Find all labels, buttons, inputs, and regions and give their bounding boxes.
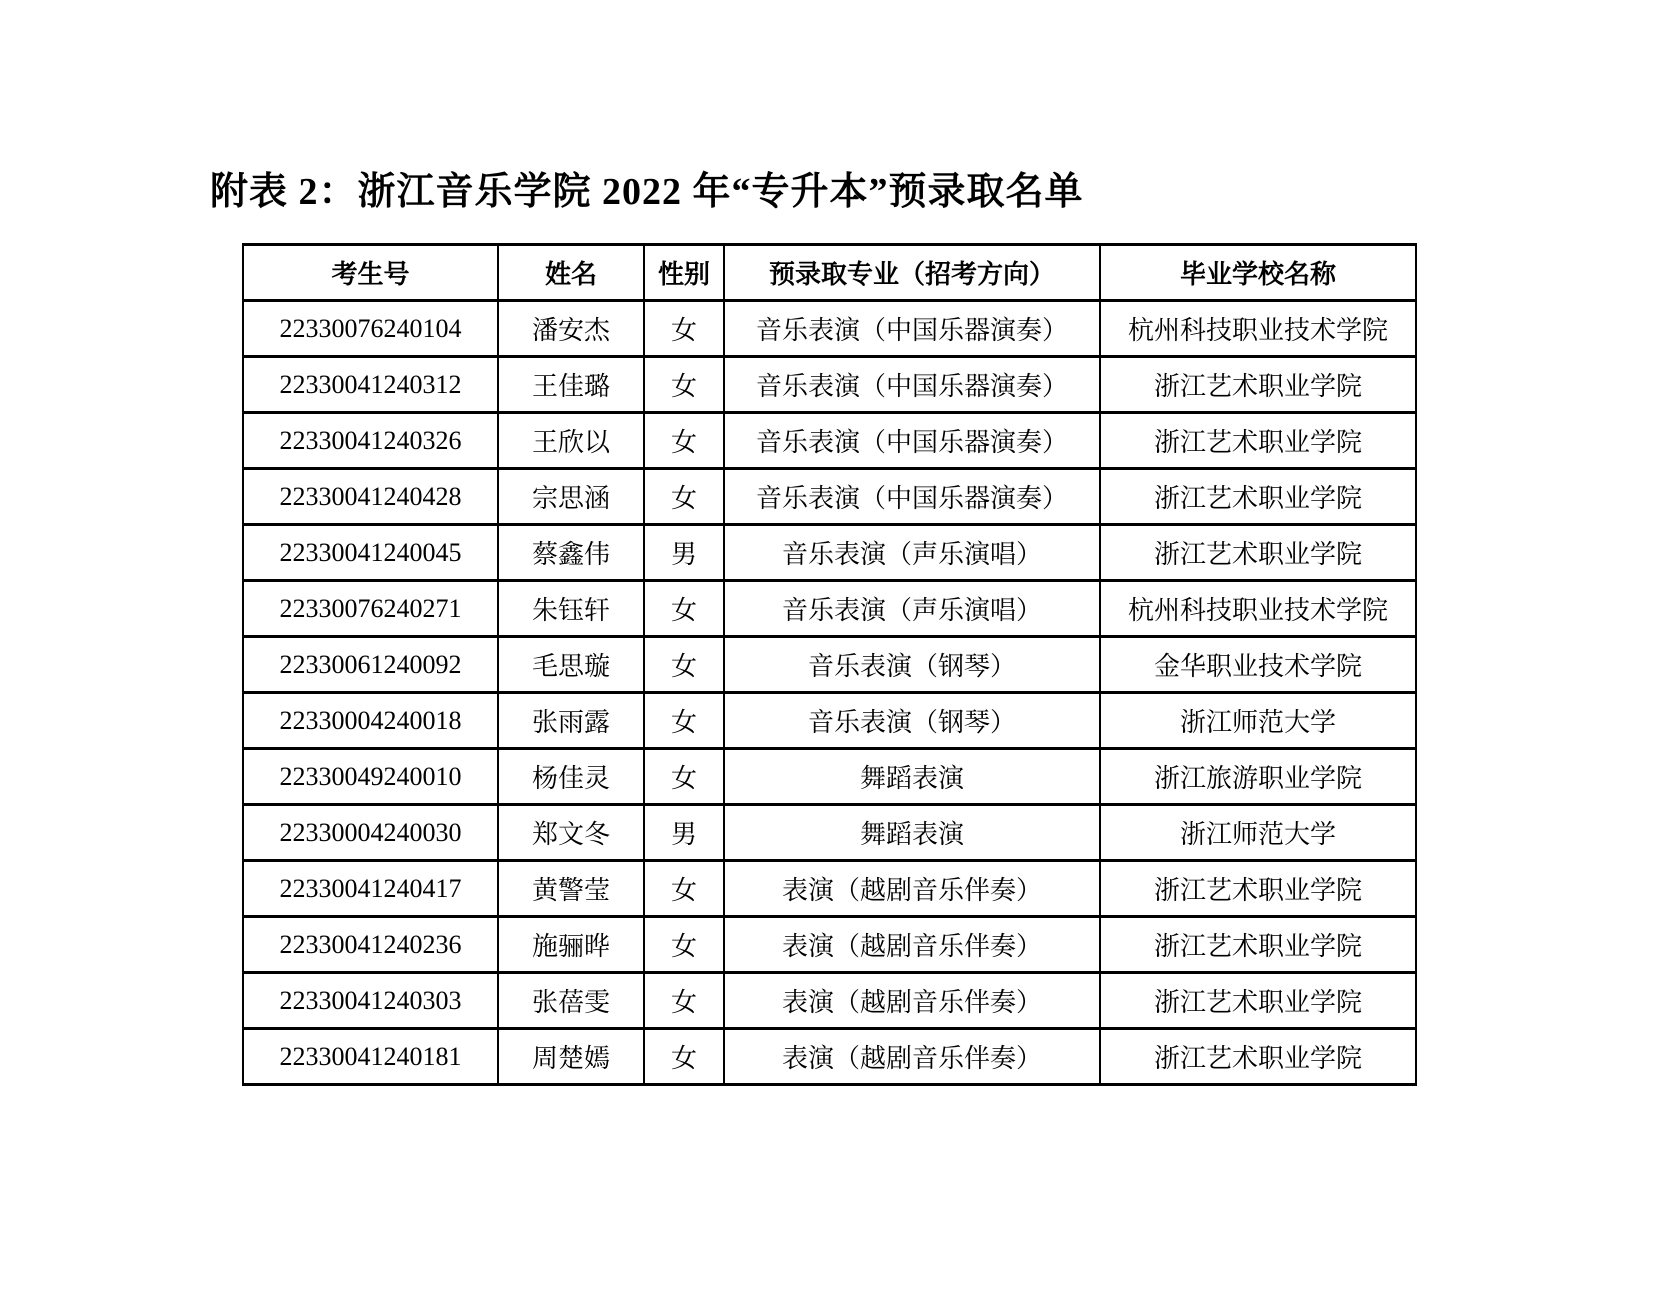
table-row <box>243 693 1416 749</box>
table-cell: 郑文冬 <box>498 805 644 861</box>
table-cell: 浙江师范大学 <box>1100 805 1416 861</box>
table-cell: 表演（越剧音乐伴奏） <box>724 1029 1100 1085</box>
table-cell: 蔡鑫伟 <box>498 525 644 581</box>
table-cell: 女 <box>644 301 724 357</box>
table-cell: 女 <box>644 917 724 973</box>
table-cell: 王欣以 <box>498 413 644 469</box>
table-cell: 22330041240236 <box>243 917 498 973</box>
table-cell: 女 <box>644 861 724 917</box>
table-cell: 张蓓雯 <box>498 973 644 1029</box>
table-row <box>243 637 1416 693</box>
table-header-cell: 姓名 <box>498 245 644 301</box>
table-cell: 女 <box>644 637 724 693</box>
table-row <box>243 469 1416 525</box>
table-cell: 音乐表演（中国乐器演奏） <box>724 469 1100 525</box>
table-cell: 女 <box>644 581 724 637</box>
table-cell: 浙江艺术职业学院 <box>1100 1029 1416 1085</box>
table-cell: 浙江师范大学 <box>1100 693 1416 749</box>
table-cell: 22330004240018 <box>243 693 498 749</box>
table-cell: 22330076240271 <box>243 581 498 637</box>
table-cell: 周楚嫣 <box>498 1029 644 1085</box>
table-cell: 音乐表演（钢琴） <box>724 693 1100 749</box>
table-cell: 女 <box>644 413 724 469</box>
table-row <box>243 413 1416 469</box>
table-header-cell: 预录取专业（招考方向） <box>724 245 1100 301</box>
table-cell: 22330041240045 <box>243 525 498 581</box>
table-header <box>243 245 1416 301</box>
table-cell: 舞蹈表演 <box>724 749 1100 805</box>
table-cell: 22330041240428 <box>243 469 498 525</box>
table-cell: 杭州科技职业技术学院 <box>1100 301 1416 357</box>
table-cell: 22330041240303 <box>243 973 498 1029</box>
table-cell: 22330041240326 <box>243 413 498 469</box>
table-cell: 浙江艺术职业学院 <box>1100 469 1416 525</box>
table-header-cell: 毕业学校名称 <box>1100 245 1416 301</box>
table-cell: 浙江艺术职业学院 <box>1100 525 1416 581</box>
table-row <box>243 581 1416 637</box>
table-cell: 男 <box>644 525 724 581</box>
table-cell: 音乐表演（中国乐器演奏） <box>724 301 1100 357</box>
table-header-cell: 性别 <box>644 245 724 301</box>
table-cell: 表演（越剧音乐伴奏） <box>724 973 1100 1029</box>
table-cell: 女 <box>644 469 724 525</box>
table-row <box>243 861 1416 917</box>
table-row <box>243 1029 1416 1085</box>
table-cell: 女 <box>644 357 724 413</box>
table-cell: 音乐表演（钢琴） <box>724 637 1100 693</box>
table-cell: 宗思涵 <box>498 469 644 525</box>
table-cell: 浙江艺术职业学院 <box>1100 917 1416 973</box>
table-header-cell: 考生号 <box>243 245 498 301</box>
table-cell: 浙江艺术职业学院 <box>1100 413 1416 469</box>
page-title: 附表 2：浙江音乐学院 2022 年“专升本”预录取名单 <box>210 171 1084 213</box>
table-cell: 22330041240181 <box>243 1029 498 1085</box>
table-cell: 音乐表演（声乐演唱） <box>724 581 1100 637</box>
table-row <box>243 973 1416 1029</box>
table-body <box>243 301 1416 1085</box>
table-cell: 22330076240104 <box>243 301 498 357</box>
table-row <box>243 805 1416 861</box>
table-cell: 浙江艺术职业学院 <box>1100 973 1416 1029</box>
table-cell: 表演（越剧音乐伴奏） <box>724 861 1100 917</box>
table-cell: 22330061240092 <box>243 637 498 693</box>
table-cell: 22330004240030 <box>243 805 498 861</box>
table-cell: 女 <box>644 1029 724 1085</box>
table-cell: 金华职业技术学院 <box>1100 637 1416 693</box>
table-cell: 舞蹈表演 <box>724 805 1100 861</box>
table-cell: 杭州科技职业技术学院 <box>1100 581 1416 637</box>
table-cell: 黄警莹 <box>498 861 644 917</box>
table-cell: 女 <box>644 973 724 1029</box>
table-row <box>243 301 1416 357</box>
table-cell: 浙江艺术职业学院 <box>1100 861 1416 917</box>
table-row <box>243 357 1416 413</box>
table-row <box>243 525 1416 581</box>
table-cell: 浙江旅游职业学院 <box>1100 749 1416 805</box>
table-cell: 毛思璇 <box>498 637 644 693</box>
table-row <box>243 917 1416 973</box>
admission-table <box>242 243 1417 1086</box>
table-cell: 男 <box>644 805 724 861</box>
table-cell: 女 <box>644 693 724 749</box>
table-header-row <box>243 245 1416 301</box>
table-cell: 施骊晔 <box>498 917 644 973</box>
table-cell: 22330041240417 <box>243 861 498 917</box>
table-row <box>243 749 1416 805</box>
table-cell: 22330049240010 <box>243 749 498 805</box>
table-cell: 表演（越剧音乐伴奏） <box>724 917 1100 973</box>
table-cell: 杨佳灵 <box>498 749 644 805</box>
table-cell: 音乐表演（中国乐器演奏） <box>724 413 1100 469</box>
table-cell: 王佳璐 <box>498 357 644 413</box>
table-cell: 潘安杰 <box>498 301 644 357</box>
table-cell: 22330041240312 <box>243 357 498 413</box>
table-cell: 浙江艺术职业学院 <box>1100 357 1416 413</box>
table-cell: 朱钰轩 <box>498 581 644 637</box>
table-cell: 张雨露 <box>498 693 644 749</box>
table-cell: 音乐表演（中国乐器演奏） <box>724 357 1100 413</box>
table-cell: 音乐表演（声乐演唱） <box>724 525 1100 581</box>
table-cell: 女 <box>644 749 724 805</box>
